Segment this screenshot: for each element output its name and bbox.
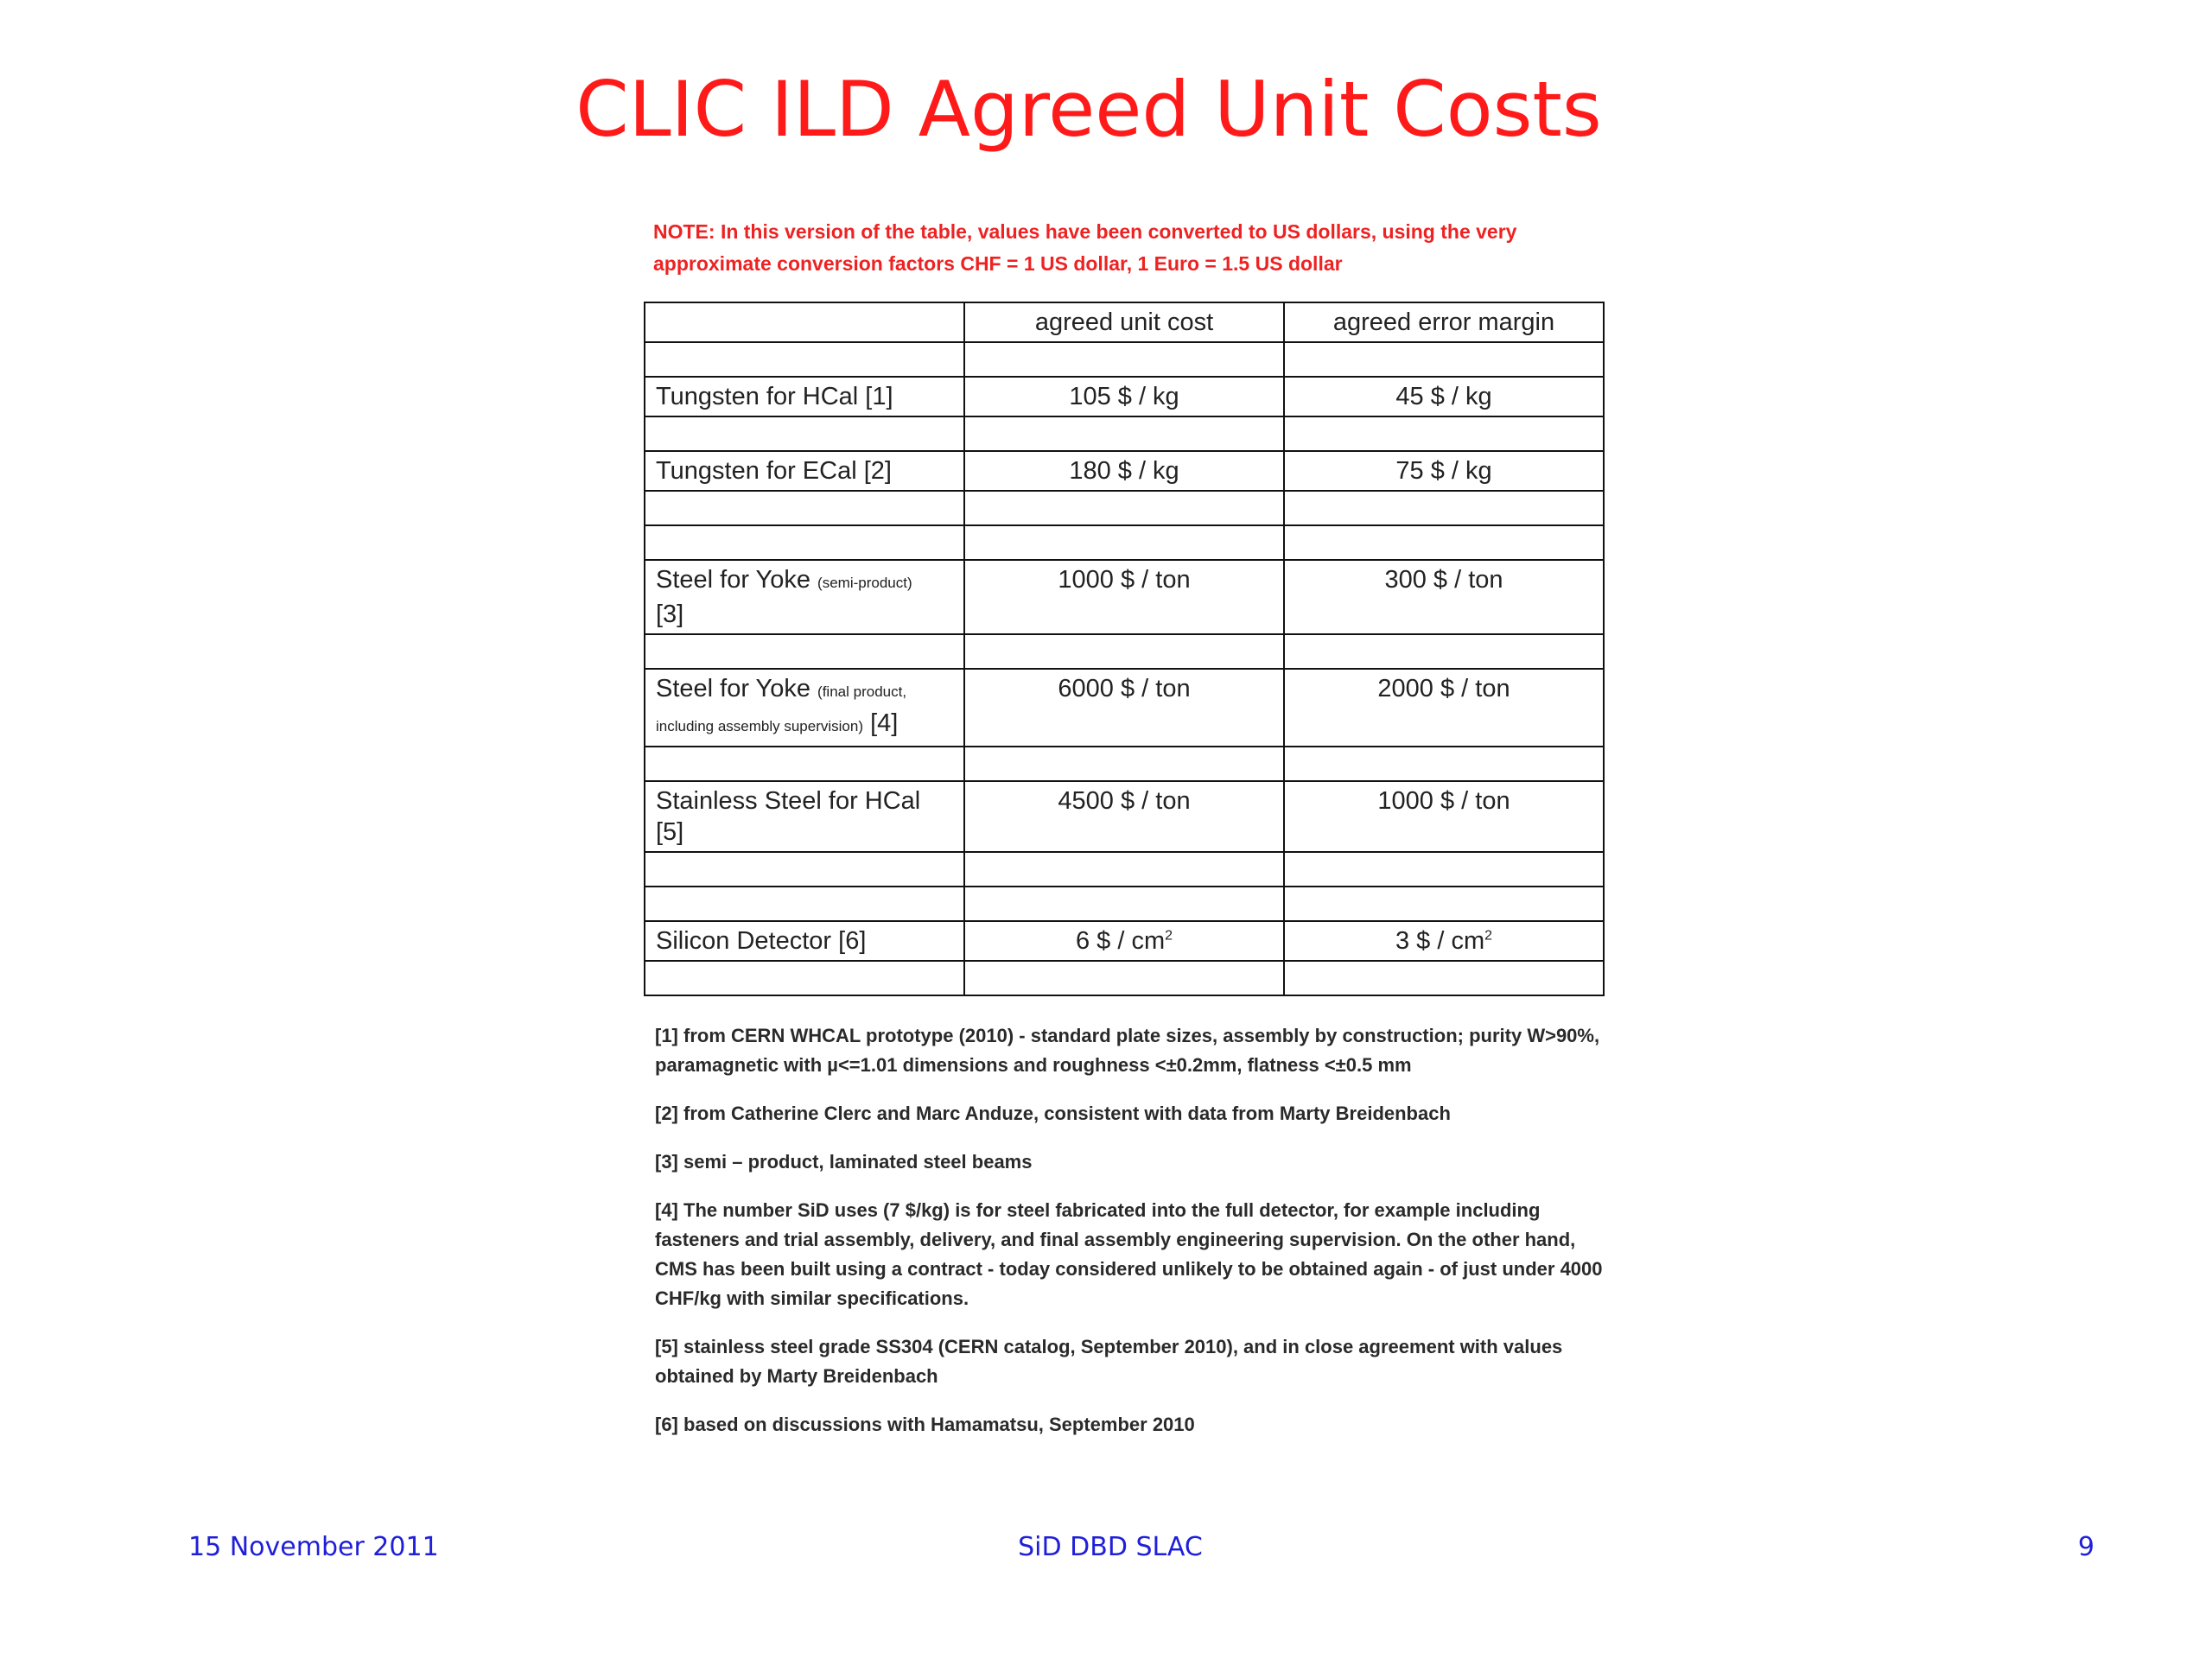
footnotes [655, 1021, 1614, 1459]
item-cell: Tungsten for ECal [2] [645, 451, 964, 491]
table-spacer-row [645, 525, 1604, 560]
page-number: 9 [2077, 1532, 2094, 1562]
table-spacer-row [645, 634, 1604, 669]
table-row [645, 669, 1604, 747]
header-item-cell [645, 302, 964, 342]
table-spacer-row [645, 747, 1604, 781]
header-unit-cost: agreed unit cost [964, 302, 1284, 342]
table-row [645, 921, 1604, 961]
table-row [645, 451, 1604, 491]
unit-cost-cell: 4500 $ / ton [964, 781, 1284, 852]
error-margin-cell: 45 $ / kg [1284, 377, 1604, 416]
unit-exponent: 2 [1484, 928, 1493, 944]
footnote-1: [1] from CERN WHCAL prototype (2010) - standard plate sizes, assembly by construction; purity W>90%, paramagnetic with µ<=1.01 dimensions and roughness <±0.2mm, flatness <±0.5 mm [655, 1025, 1600, 1076]
footnote-6: [6] based on discussions with Hamamatsu, September 2010 [655, 1414, 1195, 1435]
item-qualifier-2: including assembly supervision) [656, 718, 864, 734]
note-line-1: NOTE: In this version of the table, values have been converted to US dollars, using the very [653, 220, 1517, 243]
table-row [645, 781, 1604, 852]
footer-date: 15 November 2011 [188, 1532, 439, 1562]
note-line-2: approximate conversion factors CHF = 1 US dollar, 1 Euro = 1.5 US dollar [653, 252, 1343, 275]
slide-title: CLIC ILD Agreed Unit Costs [575, 65, 1602, 154]
item-name: Steel for Yoke [656, 566, 810, 594]
unit-cost-cell [964, 921, 1284, 961]
error-margin-cell: 300 $ / ton [1284, 560, 1604, 634]
unit-cost-value: 6 $ / cm [1075, 927, 1166, 955]
error-margin-cell: 1000 $ / ton [1284, 781, 1604, 852]
unit-cost-cell: 180 $ / kg [964, 451, 1284, 491]
table-row [645, 377, 1604, 416]
header-error-margin: agreed error margin [1284, 302, 1604, 342]
error-margin-cell: 75 $ / kg [1284, 451, 1604, 491]
table-spacer-row [645, 491, 1604, 525]
item-cell [645, 669, 964, 747]
item-cell: Silicon Detector [6] [645, 921, 964, 961]
error-margin-cell [1284, 921, 1604, 961]
table-spacer-row [645, 852, 1604, 887]
item-cell: Tungsten for HCal [1] [645, 377, 964, 416]
item-reference: [4] [870, 709, 899, 737]
table-spacer-row [645, 342, 1604, 377]
item-cell [645, 560, 964, 634]
table-spacer-row [645, 887, 1604, 921]
unit-exponent: 2 [1165, 928, 1173, 944]
table-header-row [645, 302, 1604, 342]
item-reference: [3] [656, 601, 684, 628]
error-margin-value: 3 $ / cm [1395, 927, 1485, 955]
unit-cost-cell: 105 $ / kg [964, 377, 1284, 416]
footer-event: SiD DBD SLAC [1018, 1532, 1203, 1562]
table-spacer-row [645, 416, 1604, 451]
unit-cost-table [644, 302, 1605, 996]
item-qualifier: (semi-product) [817, 575, 912, 591]
item-qualifier: (final product, [817, 683, 907, 700]
footnote-4: [4] The number SiD uses (7 $/kg) is for steel fabricated into the full detector, for example including fasteners and trial assembly, delivery, and final assembly engineering supervision. On the other hand, CMS has been built using a contract - today considered unlikely to be obtained again - of just under 4000 CHF/kg with similar specifications. [655, 1199, 1603, 1309]
unit-cost-cell: 1000 $ / ton [964, 560, 1284, 634]
footnote-3: [3] semi – product, laminated steel beams [655, 1151, 1033, 1173]
table-spacer-row [645, 961, 1604, 995]
unit-cost-cell: 6000 $ / ton [964, 669, 1284, 747]
conversion-note [653, 216, 1621, 280]
item-name: Steel for Yoke [656, 675, 810, 702]
footnote-5: [5] stainless steel grade SS304 (CERN catalog, September 2010), and in close agreement with values obtained by Marty Breidenbach [655, 1336, 1563, 1387]
footnote-2: [2] from Catherine Clerc and Marc Anduze, consistent with data from Marty Breidenbach [655, 1103, 1451, 1124]
error-margin-cell: 2000 $ / ton [1284, 669, 1604, 747]
item-cell: Stainless Steel for HCal [5] [645, 781, 964, 852]
table-row [645, 560, 1604, 634]
